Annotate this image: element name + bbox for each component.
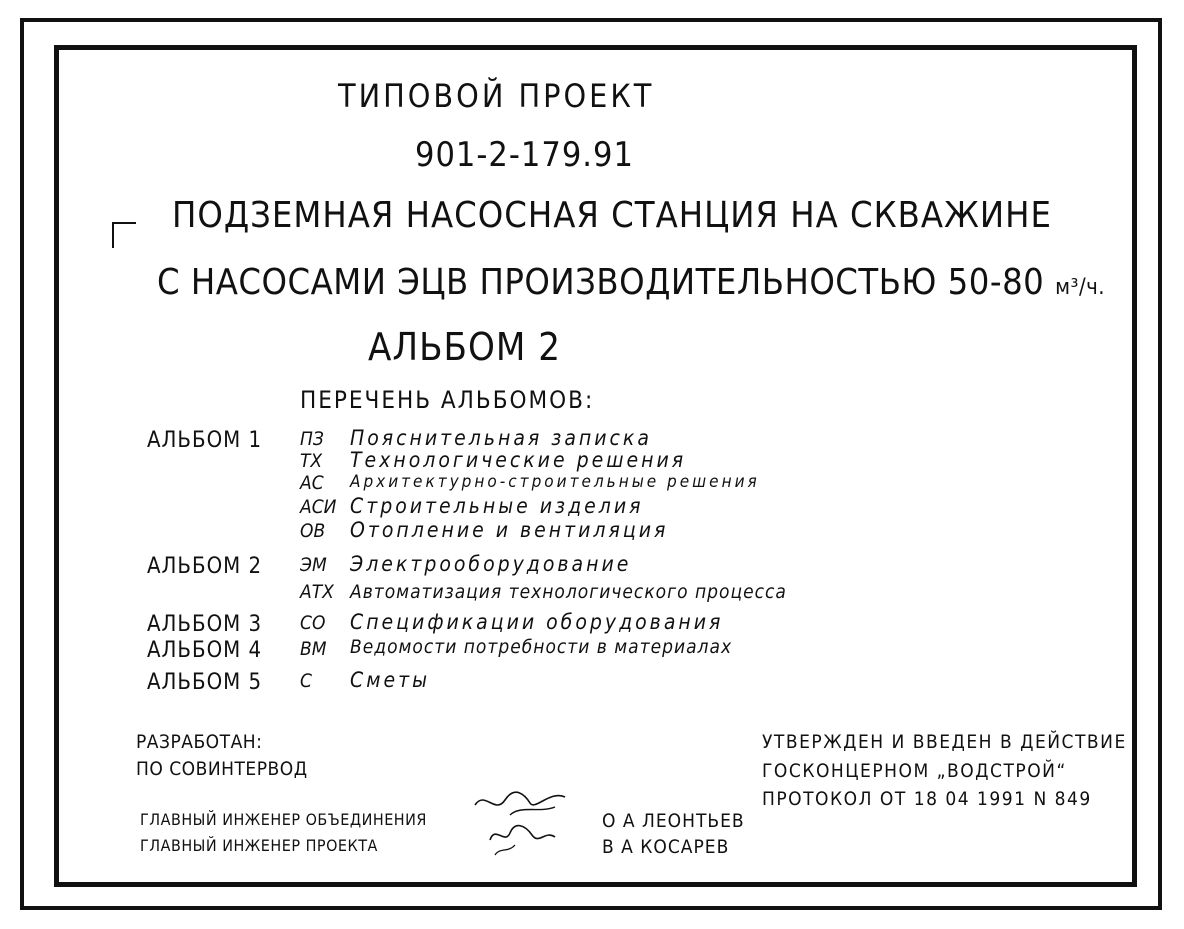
doc-description: Ведомости потребности в материалах [350, 636, 733, 658]
album-label: АЛЬБОМ 5 [147, 670, 263, 695]
project-title-line2 [157, 262, 1106, 303]
doc-description: Сметы [350, 668, 430, 692]
album-label: АЛЬБОМ 3 [147, 612, 263, 637]
chief-project-engineer-role: ГЛАВНЫЙ ИНЖЕНЕР ПРОЕКТА [140, 836, 378, 855]
doc-description: Спецификации оборудования [350, 610, 724, 634]
doc-code: СО [300, 612, 326, 634]
doc-code: С [300, 670, 312, 692]
album-label: АЛЬБОМ 2 [147, 554, 263, 579]
doc-code: АТХ [300, 581, 334, 603]
chief-engineer-association-name: О А ЛЕОНТЬЕВ [602, 810, 745, 832]
doc-code: АС [300, 472, 324, 494]
approval-statement: УТВЕРЖДЕН И ВВЕДЕН В ДЕЙСТВИЕ [762, 731, 1127, 753]
doc-code: ОВ [300, 520, 326, 542]
album-label: АЛЬБОМ 4 [147, 638, 263, 663]
project-type-heading: ТИПОВОЙ ПРОЕКТ [338, 77, 655, 115]
album-list-heading: ПЕРЕЧЕНЬ АЛЬБОМОВ: [300, 386, 595, 414]
capacity-unit: м³/ч. [1055, 275, 1106, 300]
chief-engineer-association-role: ГЛАВНЫЙ ИНЖЕНЕР ОБЪЕДИНЕНИЯ [140, 810, 427, 829]
developer-organization: ПО СОВИНТЕРВОД [136, 758, 308, 780]
doc-description: Отопление и вентиляция [350, 518, 669, 542]
doc-description: Строительные изделия [350, 494, 644, 518]
chief-project-engineer-name: В А КОСАРЕВ [602, 836, 730, 858]
album-number-heading: АЛЬБОМ 2 [368, 325, 562, 369]
project-title-line1: ПОДЗЕМНАЯ НАСОСНАЯ СТАНЦИЯ НА СКВАЖИНЕ [172, 195, 1052, 236]
doc-code: АСИ [300, 496, 337, 518]
approving-authority: ГОСКОНЦЕРНОМ „ВОДСТРОЙ“ [762, 760, 1067, 782]
doc-description: Автоматизация технологического процесса [350, 581, 787, 603]
doc-description: Технологические решения [350, 448, 687, 472]
doc-description: Пояснительная записка [350, 426, 652, 450]
developed-label: РАЗРАБОТАН: [136, 731, 263, 753]
doc-description: Электрооборудование [350, 552, 632, 576]
project-title-line2-text: С НАСОСАМИ ЭЦВ ПРОИЗВОДИТЕЛЬНОСТЬЮ 50-80 [157, 262, 1045, 303]
doc-description: Архитектурно-строительные решения [350, 472, 760, 492]
project-number: 901-2-179.91 [415, 135, 634, 175]
album-label: АЛЬБОМ 1 [147, 428, 263, 453]
doc-code: ЭМ [300, 554, 327, 576]
doc-code: ТХ [300, 450, 323, 472]
handwritten-signatures [470, 785, 580, 865]
corner-mark [112, 222, 136, 248]
doc-code: ВМ [300, 638, 327, 660]
approval-protocol: ПРОТОКОЛ ОТ 18 04 1991 N 849 [762, 788, 1092, 810]
doc-code: ПЗ [300, 428, 324, 450]
